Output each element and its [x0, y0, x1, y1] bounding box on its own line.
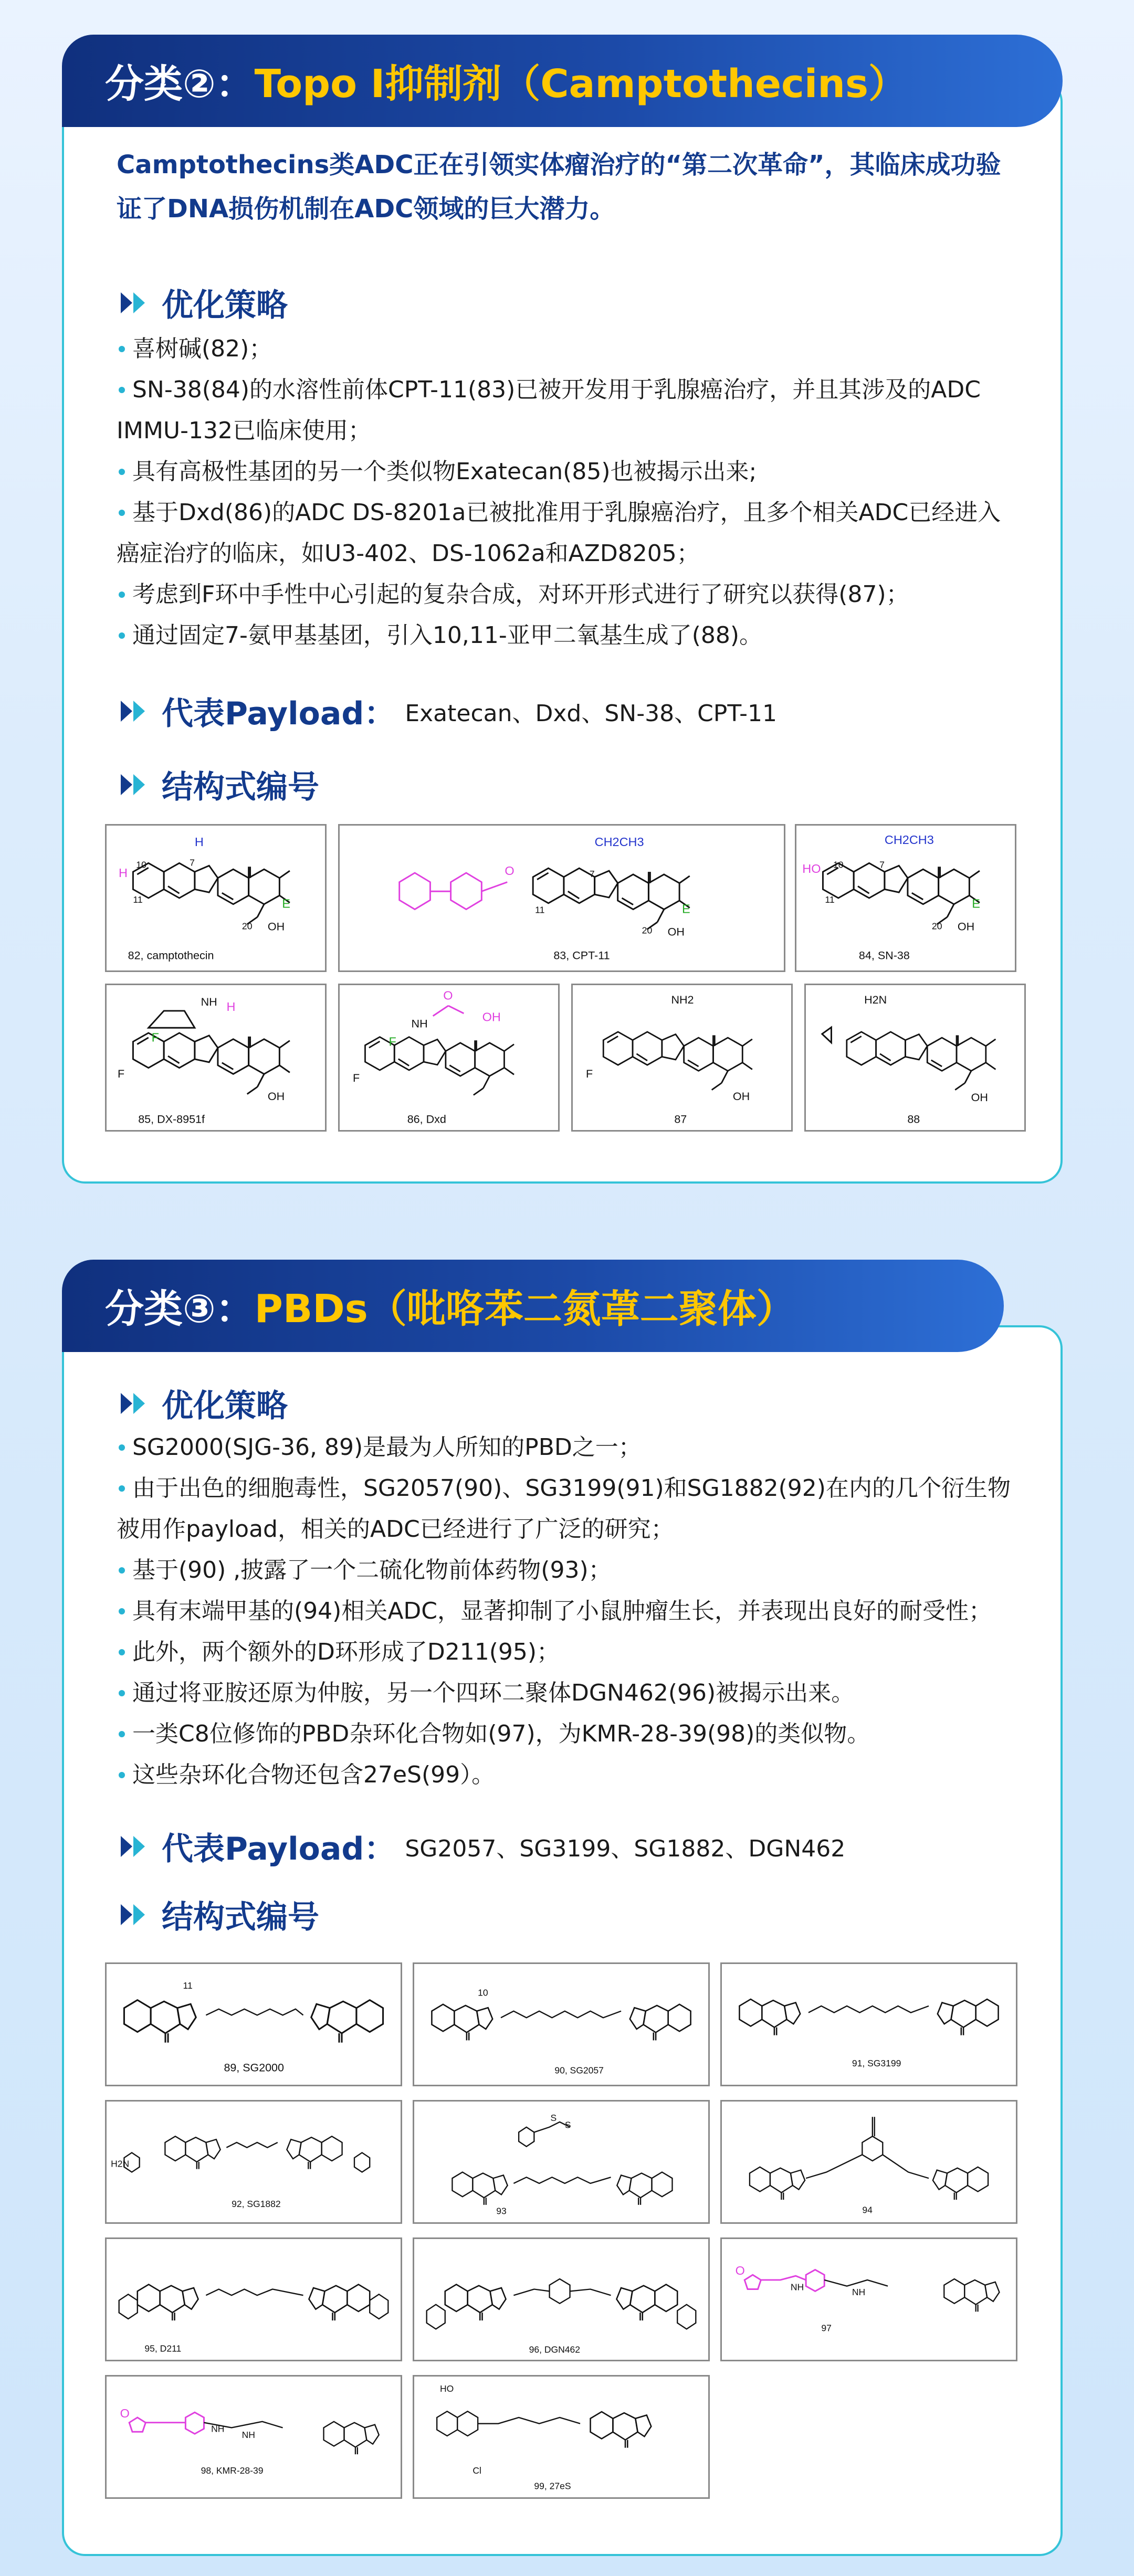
banner-title: PBDs（吡咯苯二氮䓬二聚体）: [254, 1286, 795, 1332]
structure-label: 84, SN-38: [858, 949, 910, 962]
list-item: 考虑到F环中手性中心引起的复杂合成，对环开形式进行了研究以获得(87)；: [117, 574, 1018, 615]
svg-text:20: 20: [931, 921, 942, 932]
strategy-heading: [117, 1380, 1018, 1427]
structures-heading-text: 结构式编号: [162, 1899, 319, 1936]
svg-text:O: O: [120, 2406, 130, 2420]
structure-92-sg1882: [105, 2100, 402, 2224]
svg-text:11: 11: [825, 894, 835, 905]
svg-text:20: 20: [642, 925, 653, 936]
svg-text:NH: NH: [852, 2287, 866, 2298]
structure-label: 95, D211: [144, 2343, 182, 2354]
svg-text:E: E: [282, 896, 290, 911]
svg-text:S: S: [550, 2113, 557, 2124]
structure-label: 97: [821, 2322, 832, 2334]
svg-text:H2N: H2N: [111, 2158, 130, 2169]
svg-text:20: 20: [242, 921, 253, 932]
structures-heading: [117, 1891, 1018, 1938]
structure-83-cpt11: [338, 824, 785, 972]
structure-96-dgn462: [413, 2237, 710, 2361]
structure-label: 82, camptothecin: [128, 949, 214, 962]
structure-97: [720, 2237, 1017, 2361]
svg-text:S: S: [564, 2119, 571, 2130]
section1-intro: Camptothecins类ADC正在引领实体瘤治疗的“第二次革命”，其临床成功验证了DNA损伤机制在ADC领域的巨大潜力。: [117, 150, 1001, 224]
list-item: 具有末端甲基的(94)相关ADC，显著抑制了小鼠肿瘤生长，并表现出良好的耐受性；: [117, 1591, 1018, 1632]
structure-label: 86, Dxd: [407, 1113, 446, 1126]
payload-heading-text: 代表Payload：: [162, 695, 396, 732]
svg-text:OH: OH: [482, 1010, 501, 1024]
structure-label: 99, 27eS: [534, 2480, 571, 2491]
double-chevron-icon: [117, 701, 150, 722]
payload-heading: [117, 1823, 1018, 1870]
list-item: SN-38(84)的水溶性前体CPT-11(83)已被开发用于乳腺癌治疗，并且其涉及的ADC IMMU-132已临床使用；: [117, 369, 1018, 451]
structure-87: [571, 984, 793, 1132]
payload-heading: [117, 688, 1018, 735]
structure-95-d211: [105, 2237, 402, 2361]
svg-text:NH: NH: [790, 2282, 804, 2293]
svg-text:OH: OH: [732, 1090, 750, 1103]
structure-82-camptothecin: [105, 824, 327, 972]
structures-heading-text: 结构式编号: [162, 769, 319, 806]
structure-label: 90, SG2057: [554, 2065, 604, 2076]
svg-text:NH: NH: [201, 996, 217, 1009]
structure-84-sn38: [795, 824, 1016, 972]
svg-text:O: O: [443, 988, 453, 1002]
structure-89-sg2000: [105, 1962, 402, 2086]
structure-label: 92, SG1882: [232, 2198, 281, 2209]
svg-text:NH: NH: [242, 2429, 255, 2440]
structure-label: 88: [907, 1113, 920, 1126]
list-item: 通过固定7-氨甲基基团，引入10,11-亚甲二氧基生成了(88)。: [117, 615, 1018, 656]
structure-label: 83, CPT-11: [553, 949, 610, 962]
svg-text:HO: HO: [802, 862, 821, 876]
svg-text:10: 10: [833, 859, 844, 870]
list-item: 这些杂环化合物还包含27eS(99）。: [117, 1755, 1018, 1796]
svg-text:7: 7: [589, 868, 595, 879]
svg-text:F: F: [352, 1072, 360, 1084]
svg-text:11: 11: [535, 904, 545, 915]
structure-90-sg2057: [413, 1962, 710, 2086]
structure-98-kmr2839: [105, 2375, 402, 2499]
double-chevron-icon: [117, 774, 150, 795]
structure-label: 98, KMR-28-39: [201, 2465, 264, 2476]
list-item: 喜树碱(82)；: [117, 329, 1018, 369]
svg-text:CH2CH3: CH2CH3: [884, 833, 934, 847]
svg-text:OH: OH: [267, 1090, 285, 1103]
structure-label: 91, SG3199: [852, 2057, 901, 2068]
structure-label: 87: [674, 1113, 687, 1126]
structure-label: 93: [496, 2205, 507, 2216]
section1-content: [117, 143, 1018, 808]
payload-value: Exatecan、Dxd、SN-38、CPT-11: [405, 700, 778, 727]
list-item: 基于Dxd(86)的ADC DS-8201a已被批准用于乳腺癌治疗，且多个相关ADC已经进入癌症治疗的临床，如U3-402、DS-1062a和AZD8205；: [117, 492, 1018, 574]
svg-text:E: E: [682, 902, 690, 916]
list-item: 一类C8位修饰的PBD杂环化合物如(97)，为KMR-28-39(98)的类似物。: [117, 1714, 1018, 1755]
svg-text:H: H: [119, 865, 128, 880]
structure-label: 94: [862, 2204, 873, 2215]
structure-label: 85, DX-8951f: [138, 1113, 205, 1126]
structure-91-sg3199: [720, 1962, 1017, 2086]
strategy-heading-text: 优化策略: [162, 1388, 288, 1424]
banner-prefix: 分类②：: [105, 61, 255, 107]
svg-text:HO: HO: [440, 2383, 454, 2394]
double-chevron-icon: [117, 1904, 150, 1925]
list-item: 由于出色的细胞毒性，SG2057(90)、SG3199(91)和SG1882(92)在内的几个衍生物被用作payload，相关的ADC已经进行了广泛的研究；: [117, 1468, 1018, 1550]
strategy-list: [117, 329, 1018, 656]
strategy-heading: [117, 279, 1018, 326]
svg-text:OH: OH: [957, 920, 975, 933]
banner-prefix: 分类③：: [105, 1286, 255, 1332]
structure-88: [804, 984, 1026, 1132]
svg-text:OH: OH: [667, 925, 685, 938]
strategy-list: [117, 1427, 1018, 1796]
list-item: 此外，两个额外的D环形成了D211(95)；: [117, 1632, 1018, 1673]
svg-text:CH2CH3: CH2CH3: [594, 835, 644, 849]
svg-text:10: 10: [478, 1987, 488, 1998]
svg-text:NH: NH: [211, 2423, 225, 2434]
svg-text:10: 10: [136, 859, 146, 870]
structure-label: 96, DGN462: [529, 2344, 581, 2355]
svg-text:F: F: [118, 1068, 125, 1081]
structure-99-27es: [413, 2375, 710, 2499]
section2-content: [117, 1380, 1018, 1938]
payload-heading-text: 代表Payload：: [162, 1831, 396, 1867]
section1-banner: [62, 35, 1063, 127]
svg-text:E: E: [972, 896, 980, 911]
svg-text:OH: OH: [971, 1091, 988, 1104]
svg-text:NH: NH: [411, 1017, 428, 1030]
structure-94: [720, 2100, 1017, 2224]
svg-text:O: O: [735, 2264, 745, 2278]
svg-text:11: 11: [133, 894, 143, 905]
structure-85-dx8951f: [105, 984, 327, 1132]
structure-86-dxd: [338, 984, 560, 1132]
svg-text:NH2: NH2: [671, 994, 694, 1007]
structure-93: [413, 2100, 710, 2224]
svg-text:H: H: [194, 835, 204, 849]
svg-text:H2N: H2N: [864, 994, 887, 1007]
section2-banner: [62, 1260, 1004, 1352]
svg-text:7: 7: [190, 857, 195, 868]
double-chevron-icon: [117, 292, 150, 313]
payload-value: SG2057、SG3199、SG1882、DGN462: [405, 1835, 846, 1862]
section-card-camptothecins: [62, 79, 1063, 1184]
structures-heading: [117, 761, 1018, 808]
svg-text:H: H: [226, 999, 236, 1013]
svg-text:7: 7: [879, 859, 885, 870]
list-item: 具有高极性基团的另一个类似物Exatecan(85)也被揭示出来;: [117, 451, 1018, 492]
banner-title: Topo I抑制剂（Camptothecins）: [254, 61, 907, 107]
svg-text:OH: OH: [267, 920, 285, 933]
list-item: 通过将亚胺还原为仲胺，另一个四环二聚体DGN462(96)被揭示出来。: [117, 1673, 1018, 1714]
svg-text:11: 11: [183, 1980, 193, 1991]
svg-text:F: F: [585, 1068, 593, 1081]
list-item: 基于(90) ,披露了一个二硫化物前体药物(93)；: [117, 1550, 1018, 1591]
svg-text:F: F: [388, 1034, 396, 1049]
strategy-heading-text: 优化策略: [162, 287, 288, 324]
list-item: SG2000(SJG-36, 89)是最为人所知的PBD之一；: [117, 1427, 1018, 1468]
svg-text:F: F: [151, 1030, 160, 1044]
double-chevron-icon: [117, 1836, 150, 1857]
svg-text:Cl: Cl: [472, 2465, 481, 2476]
svg-text:O: O: [505, 863, 514, 878]
double-chevron-icon: [117, 1393, 150, 1414]
structure-label: 89, SG2000: [224, 2061, 284, 2074]
section-card-pbds: [62, 1325, 1063, 2556]
